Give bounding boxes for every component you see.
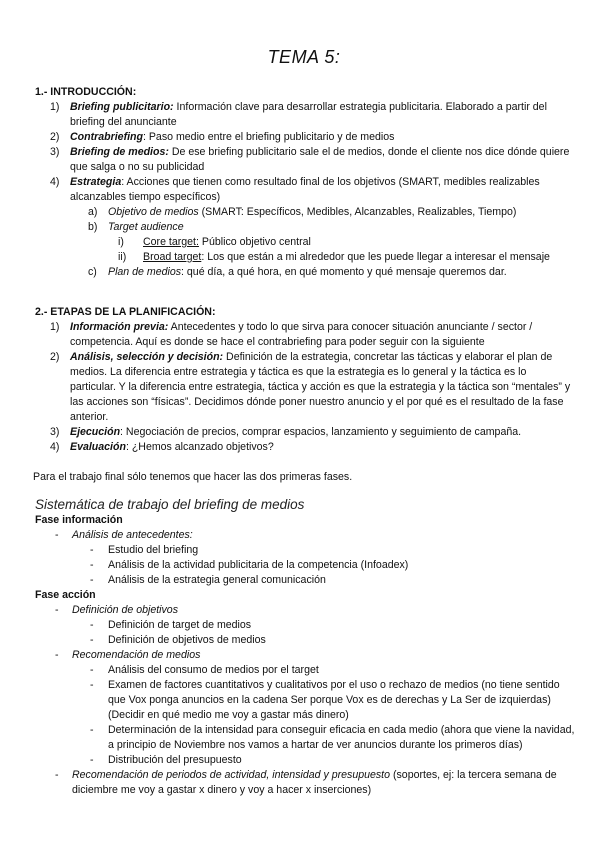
list-number: i)	[118, 236, 124, 248]
list-item	[35, 100, 575, 130]
list-text	[70, 100, 575, 130]
list-number: 2)	[50, 351, 60, 363]
list-text	[70, 425, 575, 440]
bullet-item	[35, 603, 575, 618]
dash-bullet: -	[90, 544, 94, 556]
bullet-item	[35, 543, 575, 558]
list-item	[35, 425, 575, 440]
item-term: Ejecución	[70, 426, 121, 438]
item-description: : Negociación de precios, comprar espacios, lanzamiento y seguimiento de campaña.	[120, 426, 522, 438]
item-description: De ese briefing publicitario sale el de medios, donde el cliente nos dice dónde quiere que salga o no su publicidad	[70, 146, 570, 173]
list-item	[35, 130, 575, 145]
list-number: 1)	[50, 321, 60, 333]
dash-bullet: -	[90, 754, 94, 766]
item-description: Público objetivo central	[198, 236, 311, 248]
item-term: Contrabriefing	[70, 131, 143, 143]
bullet-item	[35, 663, 575, 678]
list-item	[35, 205, 575, 220]
page-title: TEMA 5:	[267, 47, 341, 67]
dash-bullet: -	[55, 769, 59, 781]
list-text	[70, 440, 575, 455]
list-item	[35, 220, 575, 235]
list-text	[70, 145, 575, 175]
section-sistematica	[35, 496, 575, 798]
dash-bullet: -	[55, 529, 59, 541]
item-term: Análisis, selección y decisión:	[70, 351, 224, 363]
item-term: Briefing de medios:	[70, 146, 169, 158]
bullet-item	[35, 618, 575, 633]
dash-bullet: -	[55, 604, 59, 616]
bullet-item	[35, 768, 575, 798]
bullet-text: Definición de objetivos	[72, 604, 178, 616]
list-number: c)	[88, 266, 97, 278]
list-text	[70, 350, 575, 425]
bullet-text: Definición de objetivos de medios	[108, 634, 266, 646]
item-description: : Acciones que tienen como resultado final de los objetivos (SMART, medibles realizables alcanzables tiempo específicos)	[70, 176, 540, 203]
list-number: 1)	[50, 101, 60, 113]
item-description: : Los que están a mi alrededor que les puede llegar a interesar el mensaje	[201, 251, 550, 263]
dash-bullet: -	[90, 619, 94, 631]
item-term: Objetivo de medios	[108, 206, 199, 218]
list-text	[143, 250, 575, 265]
bullet-text: Recomendación de medios	[72, 649, 201, 661]
bullet-item	[35, 648, 575, 663]
item-description: : qué día, a qué hora, en qué momento y qué mensaje queremos dar.	[181, 266, 507, 278]
bullet-text: Análisis del consumo de medios por el target	[108, 664, 319, 676]
bullet-item	[35, 633, 575, 648]
list-number: 3)	[50, 146, 60, 158]
list-number: b)	[88, 221, 98, 233]
bullet-text: Análisis de antecedentes:	[72, 529, 193, 541]
item-term: Target audience	[108, 221, 184, 233]
dash-bullet: -	[90, 559, 94, 571]
phase-heading: Fase información	[35, 514, 123, 526]
list-item	[35, 235, 575, 250]
list-number: ii)	[118, 251, 127, 263]
list-number: 2)	[50, 131, 60, 143]
bullet-item	[35, 573, 575, 588]
list-item	[35, 175, 575, 205]
list-number: 4)	[50, 441, 60, 453]
list-number: 4)	[50, 176, 60, 188]
item-term: Recomendación de periodos de actividad, intensidad y presupuesto	[72, 769, 391, 781]
bullet-text: Estudio del briefing	[108, 544, 199, 556]
bullet-text: Análisis de la actividad publicitaria de la competencia (Infoadex)	[108, 559, 409, 571]
list-text	[108, 265, 575, 280]
list-item	[35, 320, 575, 350]
dash-bullet: -	[90, 664, 94, 676]
item-term: Core target:	[143, 236, 199, 248]
list-item	[35, 145, 575, 175]
dash-bullet: -	[90, 574, 94, 586]
dash-bullet: -	[90, 634, 94, 646]
list-text	[70, 175, 575, 205]
list-text	[108, 220, 575, 235]
bullet-item	[35, 723, 575, 753]
bullet-text: Distribución del presupuesto	[108, 754, 242, 766]
list-text	[70, 130, 575, 145]
item-term: Evaluación	[70, 441, 126, 453]
item-term: Información previa:	[70, 321, 169, 333]
item-term: Estrategia	[70, 176, 122, 188]
item-description: Información clave para desarrollar estrategia publicitaria. Elaborado a partir del briefing del anunciante	[70, 101, 547, 128]
section-heading: 1.- INTRODUCCIÓN:	[35, 86, 137, 98]
list-text	[70, 320, 575, 350]
bullet-item	[35, 753, 575, 768]
item-description: (soportes, ej: la tercera semana de diciembre me voy a gastar x dinero y voy a hacer x inserciones)	[72, 769, 557, 796]
list-item	[35, 250, 575, 265]
item-term: Broad target	[143, 251, 202, 263]
phase-heading: Fase acción	[35, 589, 96, 601]
bullet-item	[35, 558, 575, 573]
bullet-text: Definición de target de medios	[108, 619, 252, 631]
dash-bullet: -	[90, 679, 94, 691]
section-heading: 2.- ETAPAS DE LA PLANIFICACIÓN:	[35, 306, 216, 318]
subsection-heading: Sistemática de trabajo del briefing de medios	[35, 497, 305, 512]
section-introduccion	[35, 85, 575, 280]
note: Para el trabajo final sólo tenemos que hacer las dos primeras fases.	[33, 471, 353, 483]
item-term: Plan de medios	[108, 266, 182, 278]
bullet-text	[72, 768, 575, 798]
bullet-item	[35, 528, 575, 543]
dash-bullet: -	[90, 724, 94, 736]
item-description: Definición de la estrategia, concretar las tácticas y elaborar el plan de medios. La diferencia entre estrategia y táctica es que la estrategia es lo general y la táctica es lo particular. Y la diferencia entre estrategia, táctica y acción es que la estrategia y la táctica son “mentales” y las acciones son “físicas”. Decidimos dónde poner nuestro anuncio y el por qué es el resultado de la fase anterior.	[70, 351, 571, 423]
item-description: : Paso medio entre el briefing publicitario y de medios	[142, 131, 395, 143]
bullet-text: Análisis de la estrategia general comunicación	[108, 574, 326, 586]
list-item	[35, 350, 575, 425]
list-item	[35, 265, 575, 280]
bullet-item	[35, 678, 575, 723]
item-description: (SMART: Específicos, Medibles, Alcanzables, Realizables, Tiempo)	[198, 206, 517, 218]
list-text	[108, 205, 575, 220]
list-number: a)	[88, 206, 98, 218]
list-text	[143, 235, 575, 250]
bullet-text: Examen de factores cuantitativos y cualitativos por el uso o rechazo de medios (no tiene sentido que Vox ponga anuncios en la cadena Ser porque Vox es de derechas y La Ser de izquierdas) (Decidir en qué medio me voy a gastar más dinero)	[108, 679, 560, 721]
list-item	[35, 440, 575, 455]
list-number: 3)	[50, 426, 60, 438]
section-etapas	[35, 305, 575, 485]
item-description: : ¿Hemos alcanzado objetivos?	[125, 441, 274, 453]
dash-bullet: -	[55, 649, 59, 661]
bullet-text: Determinación de la intensidad para conseguir eficacia en cada medio (ahora que viene la navidad, a principio de Noviembre nos vamos a hartar de ver anuncios durante los primeros días)	[108, 724, 575, 751]
item-description: Antecedentes y todo lo que sirva para conocer situación anunciante / sector / competencia. Aquí es donde se hace el contrabriefing para poder seguir con la siguiente	[70, 321, 533, 348]
item-term: Briefing publicitario:	[70, 101, 174, 113]
